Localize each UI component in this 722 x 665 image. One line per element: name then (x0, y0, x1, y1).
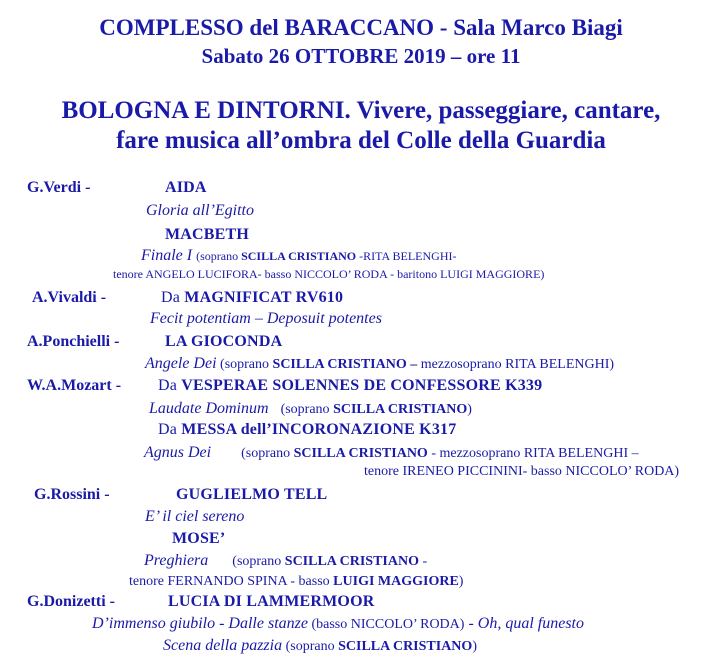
composer-rossini: G.Rossini - (34, 486, 110, 503)
work-messa-incoronazione: Da MESSA dell’INCORONAZIONE K317 (158, 421, 457, 438)
piece-agnus-dei: Agnus Dei (144, 444, 212, 461)
piece-laudate-dominum: Laudate Dominum (149, 400, 269, 417)
work-magnificat: Da MAGNIFICAT RV610 (161, 289, 344, 306)
pieces-lucia-line2: Scena della pazzia (soprano SCILLA CRISTIANO) (163, 637, 477, 654)
piece-fecit-potentiam: Fecit potentiam – Deposuit potentes (150, 310, 382, 327)
performers-macbeth-line1: Finale I (soprano SCILLA CRISTIANO -RITA BELENGHI- (141, 247, 457, 264)
piece-preghiera: Preghiera (144, 552, 209, 569)
work-aida: AIDA (165, 179, 207, 196)
composer-ponchielli: A.Ponchielli - (27, 333, 120, 350)
piece-finale-i: Finale I (141, 247, 193, 264)
performers-gioconda: Angele Dei (soprano SCILLA CRISTIANO – mezzosoprano RITA BELENGHI) (145, 355, 615, 372)
composer-mozart: W.A.Mozart - (27, 377, 122, 394)
performers-agnus-dei-line2: tenore IRENEO PICCININI- basso NICCOLO’ RODA) (364, 464, 680, 479)
work-guglielmo-tell: GUGLIELMO TELL (176, 486, 328, 503)
work-gioconda: LA GIOCONDA (165, 333, 283, 350)
composer-verdi: G.Verdi - (27, 179, 91, 196)
performers-agnus-dei-line1: Agnus Dei (soprano SCILLA CRISTIANO - mezzosoprano RITA BELENGHI – (144, 444, 639, 461)
performers-vesperae: Laudate Dominum (soprano SCILLA CRISTIANO) (149, 400, 472, 417)
work-macbeth: MACBETH (165, 226, 250, 243)
work-mose: MOSE’ (172, 530, 226, 547)
work-lucia: LUCIA DI LAMMERMOOR (168, 593, 375, 610)
concert-title-line2: fare musica all’ombra del Colle della Guardia (116, 127, 606, 154)
composer-vivaldi: A.Vivaldi - (32, 289, 107, 306)
piece-gloria: Gloria all’Egitto (146, 202, 254, 219)
piece-scena-pazzia: Scena della pazzia (163, 637, 283, 654)
performers-mose-line2: tenore FERNANDO SPINA - basso LUIGI MAGGIORE) (129, 574, 464, 589)
event-date: Sabato 26 OTTOBRE 2019 – ore 11 (201, 44, 521, 68)
venue-title: COMPLESSO del BARACCANO - Sala Marco Biagi (99, 15, 623, 40)
performers-mose-line1: Preghiera (soprano SCILLA CRISTIANO - (144, 552, 428, 569)
work-vesperae: Da VESPERAE SOLENNES DE CONFESSORE K339 (158, 377, 543, 394)
performers-macbeth-line2: tenore ANGELO LUCIFORA- basso NICCOLO’ RODA - baritono LUIGI MAGGIORE) (113, 267, 545, 281)
piece-ciel-sereno: E’ il ciel sereno (145, 508, 245, 525)
piece-immenso-giubilo: D’immenso giubilo - Dalle stanze (92, 615, 308, 632)
composer-donizetti: G.Donizetti - (27, 593, 115, 610)
pieces-lucia-line1: D’immenso giubilo - Dalle stanze (basso NICCOLO’ RODA) - Oh, qual funesto (92, 615, 584, 632)
piece-angele-dei: Angele Dei (145, 355, 217, 372)
concert-title-line1: BOLOGNA E DINTORNI. Vivere, passeggiare, cantare, (61, 97, 661, 124)
